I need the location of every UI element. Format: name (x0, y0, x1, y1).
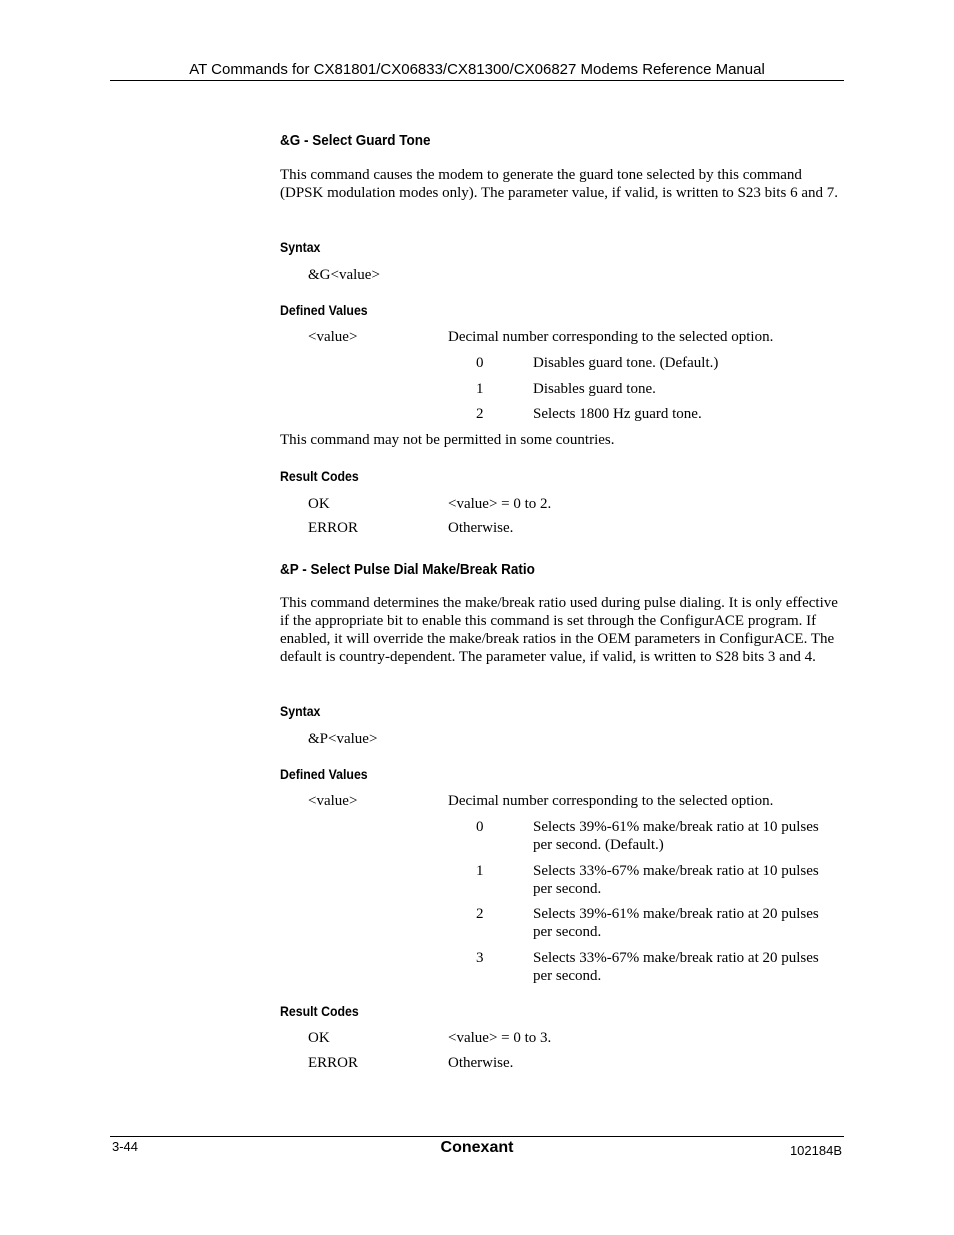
option-number: 2 (476, 406, 484, 422)
result-desc: <value> = 0 to 3. (448, 1030, 552, 1046)
section-title: &P - Select Pulse Dial Make/Break Ratio (280, 561, 535, 578)
section-title: &G - Select Guard Tone (280, 132, 431, 149)
defined-values-heading: Defined Values (280, 766, 368, 782)
result-desc: Otherwise. (448, 520, 514, 536)
country-note: This command may not be permitted in some countries. (280, 432, 615, 448)
syntax-text: &G<value> (308, 267, 380, 283)
option-text: Selects 39%-61% make/break ratio at 20 pulses per second. (533, 906, 819, 940)
value-desc: Decimal number corresponding to the selected option. (448, 793, 774, 809)
option-number: 1 (476, 381, 484, 397)
option-text: Selects 1800 Hz guard tone. (533, 406, 702, 422)
defined-values-heading: Defined Values (280, 302, 368, 318)
value-param: <value> (308, 329, 358, 345)
result-code: OK (308, 496, 330, 512)
header-rule (110, 80, 844, 81)
option-number: 2 (476, 906, 484, 922)
option-text: Disables guard tone. (533, 381, 656, 397)
option-number: 3 (476, 950, 484, 966)
document-number: 102184B (789, 1143, 842, 1158)
option-number: 1 (476, 863, 484, 879)
value-param: <value> (308, 793, 358, 809)
option-text: Selects 33%-67% make/break ratio at 10 pulses per second. (533, 863, 819, 897)
option-text: Disables guard tone. (Default.) (533, 355, 719, 371)
page-number: 3-44 (112, 1139, 139, 1154)
footer-rule (110, 1136, 844, 1137)
option-number: 0 (476, 355, 484, 371)
option-text: Selects 33%-67% make/break ratio at 20 pulses per second. (533, 950, 819, 984)
section-intro: This command causes the modem to generate the guard tone selected by this command (DPSK modulation modes only). The parameter value, if valid, is written to S23 bits 6 and 7. (280, 167, 838, 201)
syntax-heading: Syntax (280, 239, 321, 255)
section-intro: This command determines the make/break ratio used during pulse dialing. It is only effective if the appropriate bit to enable this command is set through the ConfigurACE program. If enabled, it will override the make/break ratios in the OEM parameters in ConfigurACE. The default is country-dependent. The parameter value, if valid, is written to S28 bits 3 and 4. (280, 595, 838, 665)
result-desc: Otherwise. (448, 1055, 514, 1071)
value-desc: Decimal number corresponding to the selected option. (448, 329, 774, 345)
result-codes-heading: Result Codes (280, 1003, 359, 1019)
result-desc: <value> = 0 to 2. (448, 496, 552, 512)
syntax-text: &P<value> (308, 731, 378, 747)
result-code: OK (308, 1030, 330, 1046)
option-text: Selects 39%-61% make/break ratio at 10 pulses per second. (Default.) (533, 819, 819, 853)
company-name: Conexant (440, 1139, 514, 1156)
option-number: 0 (476, 819, 484, 835)
result-code: ERROR (308, 520, 359, 536)
header-title: AT Commands for CX81801/CX06833/CX81300/CX06827 Modems Reference Manual (189, 61, 765, 78)
result-code: ERROR (308, 1055, 359, 1071)
syntax-heading: Syntax (280, 703, 321, 719)
result-codes-heading: Result Codes (280, 468, 359, 484)
